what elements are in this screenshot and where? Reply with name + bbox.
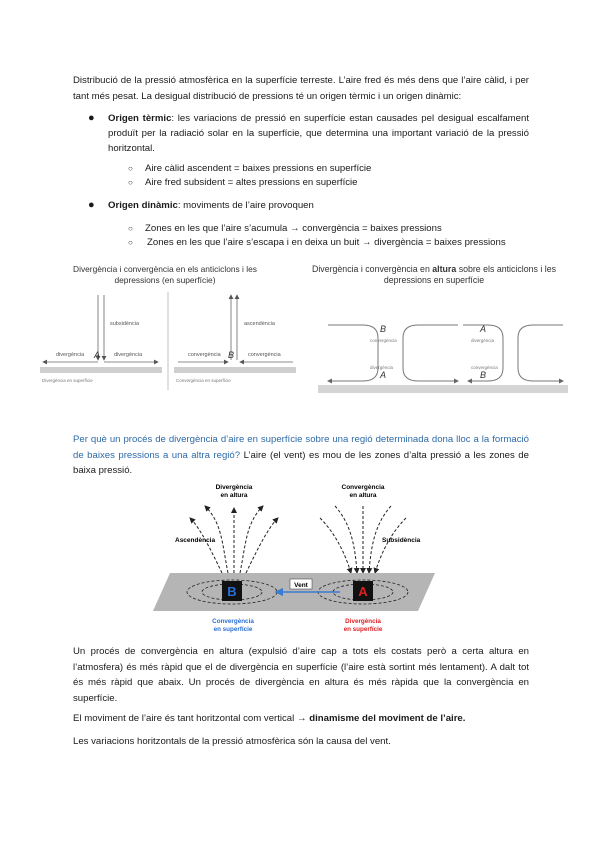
question-text: Per què un procés de divergència d’aire en superfície sobre una regió determinada dona lloc a la formació de baixes pressions a una altra regió? xyxy=(73,434,529,461)
subsidencia-label: Subsidència xyxy=(382,537,421,544)
div-sup-label: en superfície xyxy=(343,626,383,633)
bullet-dot: ● xyxy=(88,112,95,124)
convergence-paragraph: Un procés de convergència en altura (expulsió d’aire cap a tots els costats però a certa altura en l’atmosfera) és més ràpid que el de divergència en superfície (l’aire està sortint més lentament). A dalt tot és més ràpid que abaix. Un procés de divergència en altura és més ràpida que la convergència en superfície. xyxy=(73,646,529,704)
wind-cause-paragraph: Les variacions horitzontals de la pressió atmosfèrica són la causa del vent. xyxy=(73,736,391,747)
conv-altura-label: Convergència xyxy=(341,484,385,491)
div-altura-label: Divergència xyxy=(215,484,253,491)
divergence-label: divergència xyxy=(471,338,495,343)
figure1-diagram xyxy=(38,290,298,400)
sub-bullet-text: Zones en les que l’aire s’escapa i en deixa un buit → divergència = baixes pressions xyxy=(147,237,506,248)
low-pressure-letter: B xyxy=(380,324,387,334)
low-pressure-letter: B xyxy=(228,350,235,360)
figure3-diagram xyxy=(150,478,450,638)
divergence-label: divergència xyxy=(56,352,85,358)
wind-label: Vent xyxy=(294,582,308,589)
high-pressure-letter: A xyxy=(480,324,487,334)
bullet-label: Origen dinàmic xyxy=(108,200,178,211)
surface-label: Convergència en superfície xyxy=(176,378,231,383)
convergence-label: convergència xyxy=(471,365,498,370)
bullet-label: Origen tèrmic xyxy=(108,113,172,124)
high-pressure-letter: A xyxy=(358,584,368,599)
bullet-text: : les variacions de pressió en superfície estan causades pel desigual escalfament produït per la radiació solar en la superfície, que determina una important variació de la pressió horitzontal. xyxy=(108,113,529,154)
figure2-diagram xyxy=(318,313,568,403)
movement-paragraph: El moviment de l’aire és tant horitzontal com vertical → dinamisme del moviment de l’aire. xyxy=(73,713,466,724)
intro-paragraph: Distribució de la pressió atmosfèrica en la superfície terreste. L’aire fred és més dens que l’aire càlid, i per tant més pesat. La desigual distribució de pressions té un origen tèrmic i un origen dinàmic: xyxy=(73,75,529,102)
ascent-label: ascendència xyxy=(244,321,275,327)
question-paragraph xyxy=(73,432,529,479)
high-pressure-letter: A xyxy=(94,350,101,360)
sub-bullet-text: Aire càlid ascendent = baixes pressions en superfície xyxy=(145,163,372,174)
low-pressure-letter: B xyxy=(227,584,237,599)
ascendencia-label: Ascendència xyxy=(175,537,216,544)
sub-bullet-circle: ○ xyxy=(128,238,133,247)
convergence-label: convergència xyxy=(248,352,281,358)
divergence-label: divergència xyxy=(114,352,143,358)
sub-bullet-text: Aire fred subsident = altes pressions en superfície xyxy=(145,177,358,188)
conv-sup-label: Convergència xyxy=(212,618,254,625)
ground xyxy=(318,385,568,393)
sub-bullet-circle: ○ xyxy=(128,178,133,187)
divergence-label: divergència xyxy=(370,365,394,370)
figure2-caption: Divergència i convergència en altura sobre els anticiclons i les depressions en superfície xyxy=(311,264,556,285)
ground xyxy=(40,367,162,373)
sub-bullet-circle: ○ xyxy=(128,224,133,233)
convergence-label: convergència xyxy=(188,352,221,358)
sub-bullet-text: Zones en les que l’aire s’acumula → convergència = baixes pressions xyxy=(145,223,442,234)
answer-text: L’aire (el vent) es mou de les zones d’alta pressió a les zones de baixa pressió. xyxy=(73,449,529,476)
sub-bullet-circle: ○ xyxy=(128,164,133,173)
conv-altura-label: en altura xyxy=(349,492,377,499)
surface-label: Divergència en superfície xyxy=(42,378,93,383)
low-pressure-letter: B xyxy=(480,370,487,380)
bullet-origen-termic xyxy=(108,111,529,156)
conv-sup-label: en superfície xyxy=(213,626,253,633)
subsidence-label: subsidència xyxy=(110,321,140,327)
ground xyxy=(174,367,296,373)
bullet-text: : moviments de l’aire provoquen xyxy=(177,200,314,211)
bullet-origen-dinamic xyxy=(108,198,314,213)
bullet-dot: ● xyxy=(88,199,95,211)
convergence-label: convergència xyxy=(370,338,397,343)
div-sup-label: Divergència xyxy=(345,618,381,625)
figure1-caption: Divergència i convergència en els anticiclons i les depressions (en superfície) xyxy=(73,264,257,285)
div-altura-label: en altura xyxy=(220,492,248,499)
high-pressure-letter: A xyxy=(380,370,387,380)
